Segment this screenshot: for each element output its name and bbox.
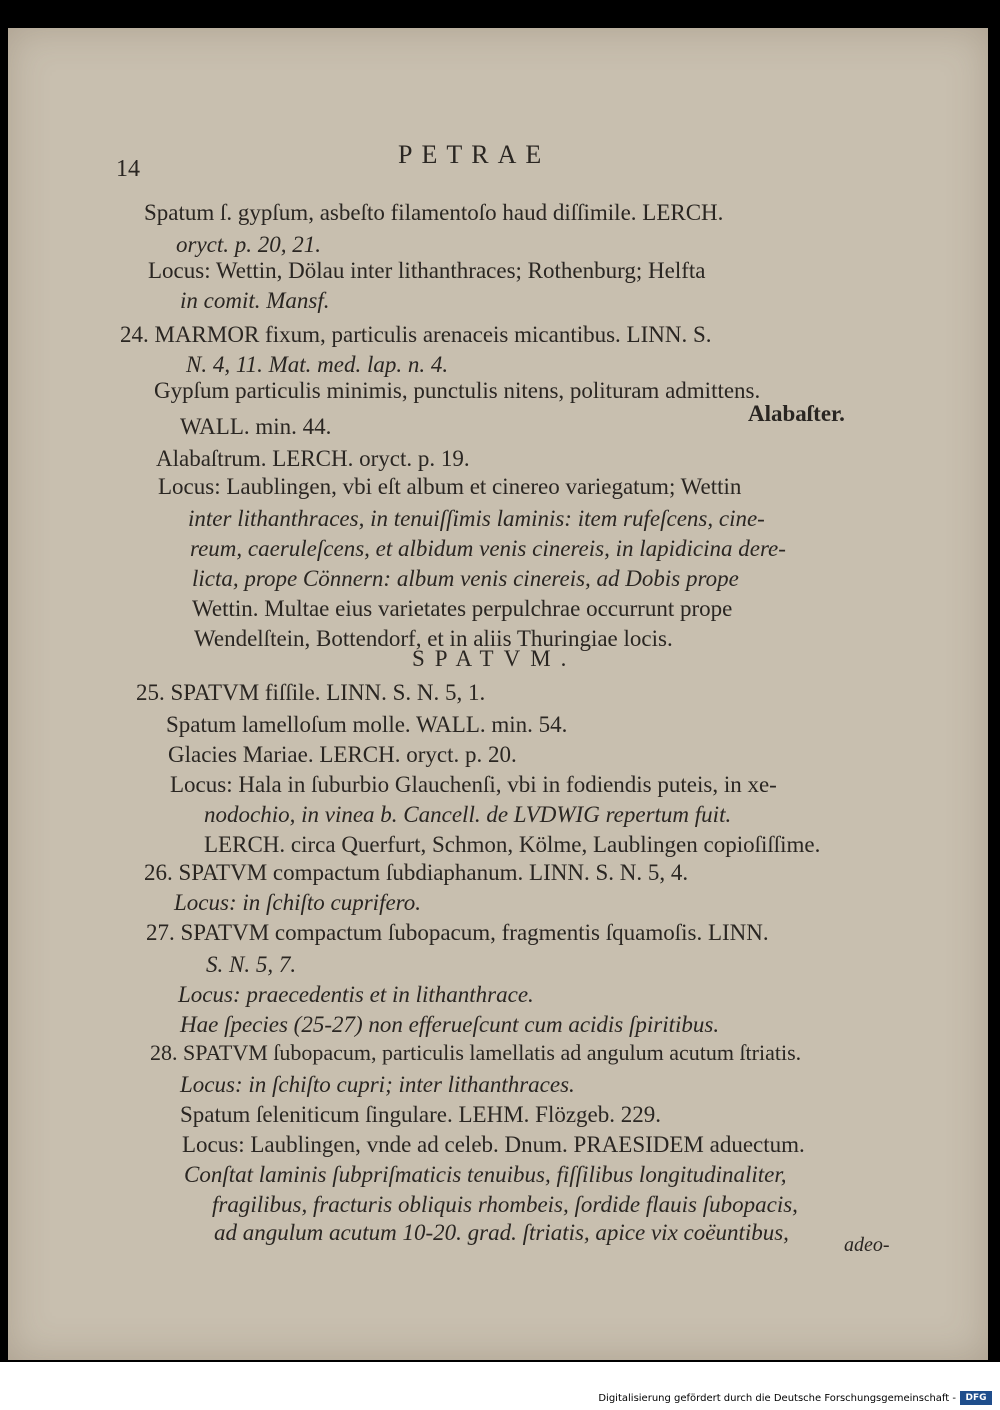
text-line: Wettin. Multae eius varietates perpulchrae occurrunt prope [192,596,733,621]
text-line: Glacies Mariae. LERCH. oryct. p. 20. [168,742,517,767]
text-line: Locus: Laublingen, vnde ad celeb. Dnum. PRAESIDEM aduectum. [182,1132,805,1157]
text-line: Spatum ſ. gypſum, asbeſto filamentoſo haud diſſimile. LERCH. [144,200,724,225]
text-line: 24. MARMOR fixum, particulis arenaceis micantibus. LINN. S. [120,322,712,347]
text-line: licta, prope Cönnern: album venis cinereis, ad Dobis prope [192,566,739,591]
text-line: inter lithanthraces, in tenuiſſimis laminis: item rufeſcens, cine- [188,506,765,531]
page-number: 14 [116,156,140,182]
text-line: 28. SPATVM ſubopacum, particulis lamellatis ad angulum acutum ſtriatis. [150,1040,802,1065]
funding-credit: Digitalisierung gefördert durch die Deutsche Forschungsgemeinschaft - [598,1393,956,1404]
book-page [8,28,988,1360]
text-line: reum, caeruleſcens, et albidum venis cinereis, in lapidicina dere- [190,536,786,561]
text-line: Locus: Laublingen, vbi eſt album et cinereo variegatum; Wettin [158,474,742,499]
running-head: PETRAE [398,140,551,169]
text-line: WALL. min. 44. [180,414,332,439]
text-line: Locus: in ſchiſto cuprifero. [174,890,422,915]
footer-bar [0,1362,1000,1410]
text-line: Alabaſtrum. LERCH. oryct. p. 19. [156,446,470,471]
text-line: Locus: Wettin, Dölau inter lithanthraces; Rothenburg; Helfta [148,258,706,283]
text-line: ad angulum acutum 10-20. grad. ſtriatis, apice vix coëuntibus, [214,1220,789,1245]
text-line: Conſtat laminis ſubpriſmaticis tenuibus, fiſſilibus longitudinaliter, [184,1162,787,1187]
text-line: 26. SPATVM compactum ſubdiaphanum. LINN. S. N. 5, 4. [144,860,689,885]
text-line: Wendelſtein, Bottendorf, et in aliis Thuringiae locis. [194,626,673,651]
text-line: fragilibus, fracturis obliquis rhombeis, ſordide flauis ſubopacis, [212,1192,798,1217]
text-line: oryct. p. 20, 21. [176,232,322,257]
text-line: Locus: in ſchiſto cupri; inter lithanthraces. [180,1072,575,1097]
text-line: 25. SPATVM fiſſile. LINN. S. N. 5, 1. [136,680,486,705]
catchword: adeo- [844,1234,890,1256]
text-line: S. N. 5, 7. [206,952,297,977]
text-line: in comit. Mansf. [180,288,330,313]
dfg-logo-icon: DFG [960,1391,992,1405]
text-line: Spatum ſeleniticum ſingulare. LEHM. Flözgeb. 229. [180,1102,662,1127]
text-line: Alabaſter. [748,401,845,426]
section-heading: SPATVM. [412,646,577,671]
text-line: Spatum lamelloſum molle. WALL. min. 54. [166,712,568,737]
text-line: LERCH. circa Querfurt, Schmon, Kölme, Laublingen copioſiſſime. [204,832,821,857]
text-line: 27. SPATVM compactum ſubopacum, fragmentis ſquamoſis. LINN. [146,920,769,945]
text-line: Locus: praecedentis et in lithanthrace. [178,982,534,1007]
text-line: N. 4, 11. Mat. med. lap. n. 4. [186,352,449,377]
text-line: Gypſum particulis minimis, punctulis nitens, polituram admittens. [154,378,761,403]
text-line: Hae ſpecies (25-27) non efferueſcunt cum acidis ſpiritibus. [180,1012,720,1037]
text-line: Locus: Hala in ſuburbio Glauchenſi, vbi in fodiendis puteis, in xe- [170,772,777,797]
text-line: nodochio, in vinea b. Cancell. de LVDWIG repertum fuit. [204,802,732,827]
